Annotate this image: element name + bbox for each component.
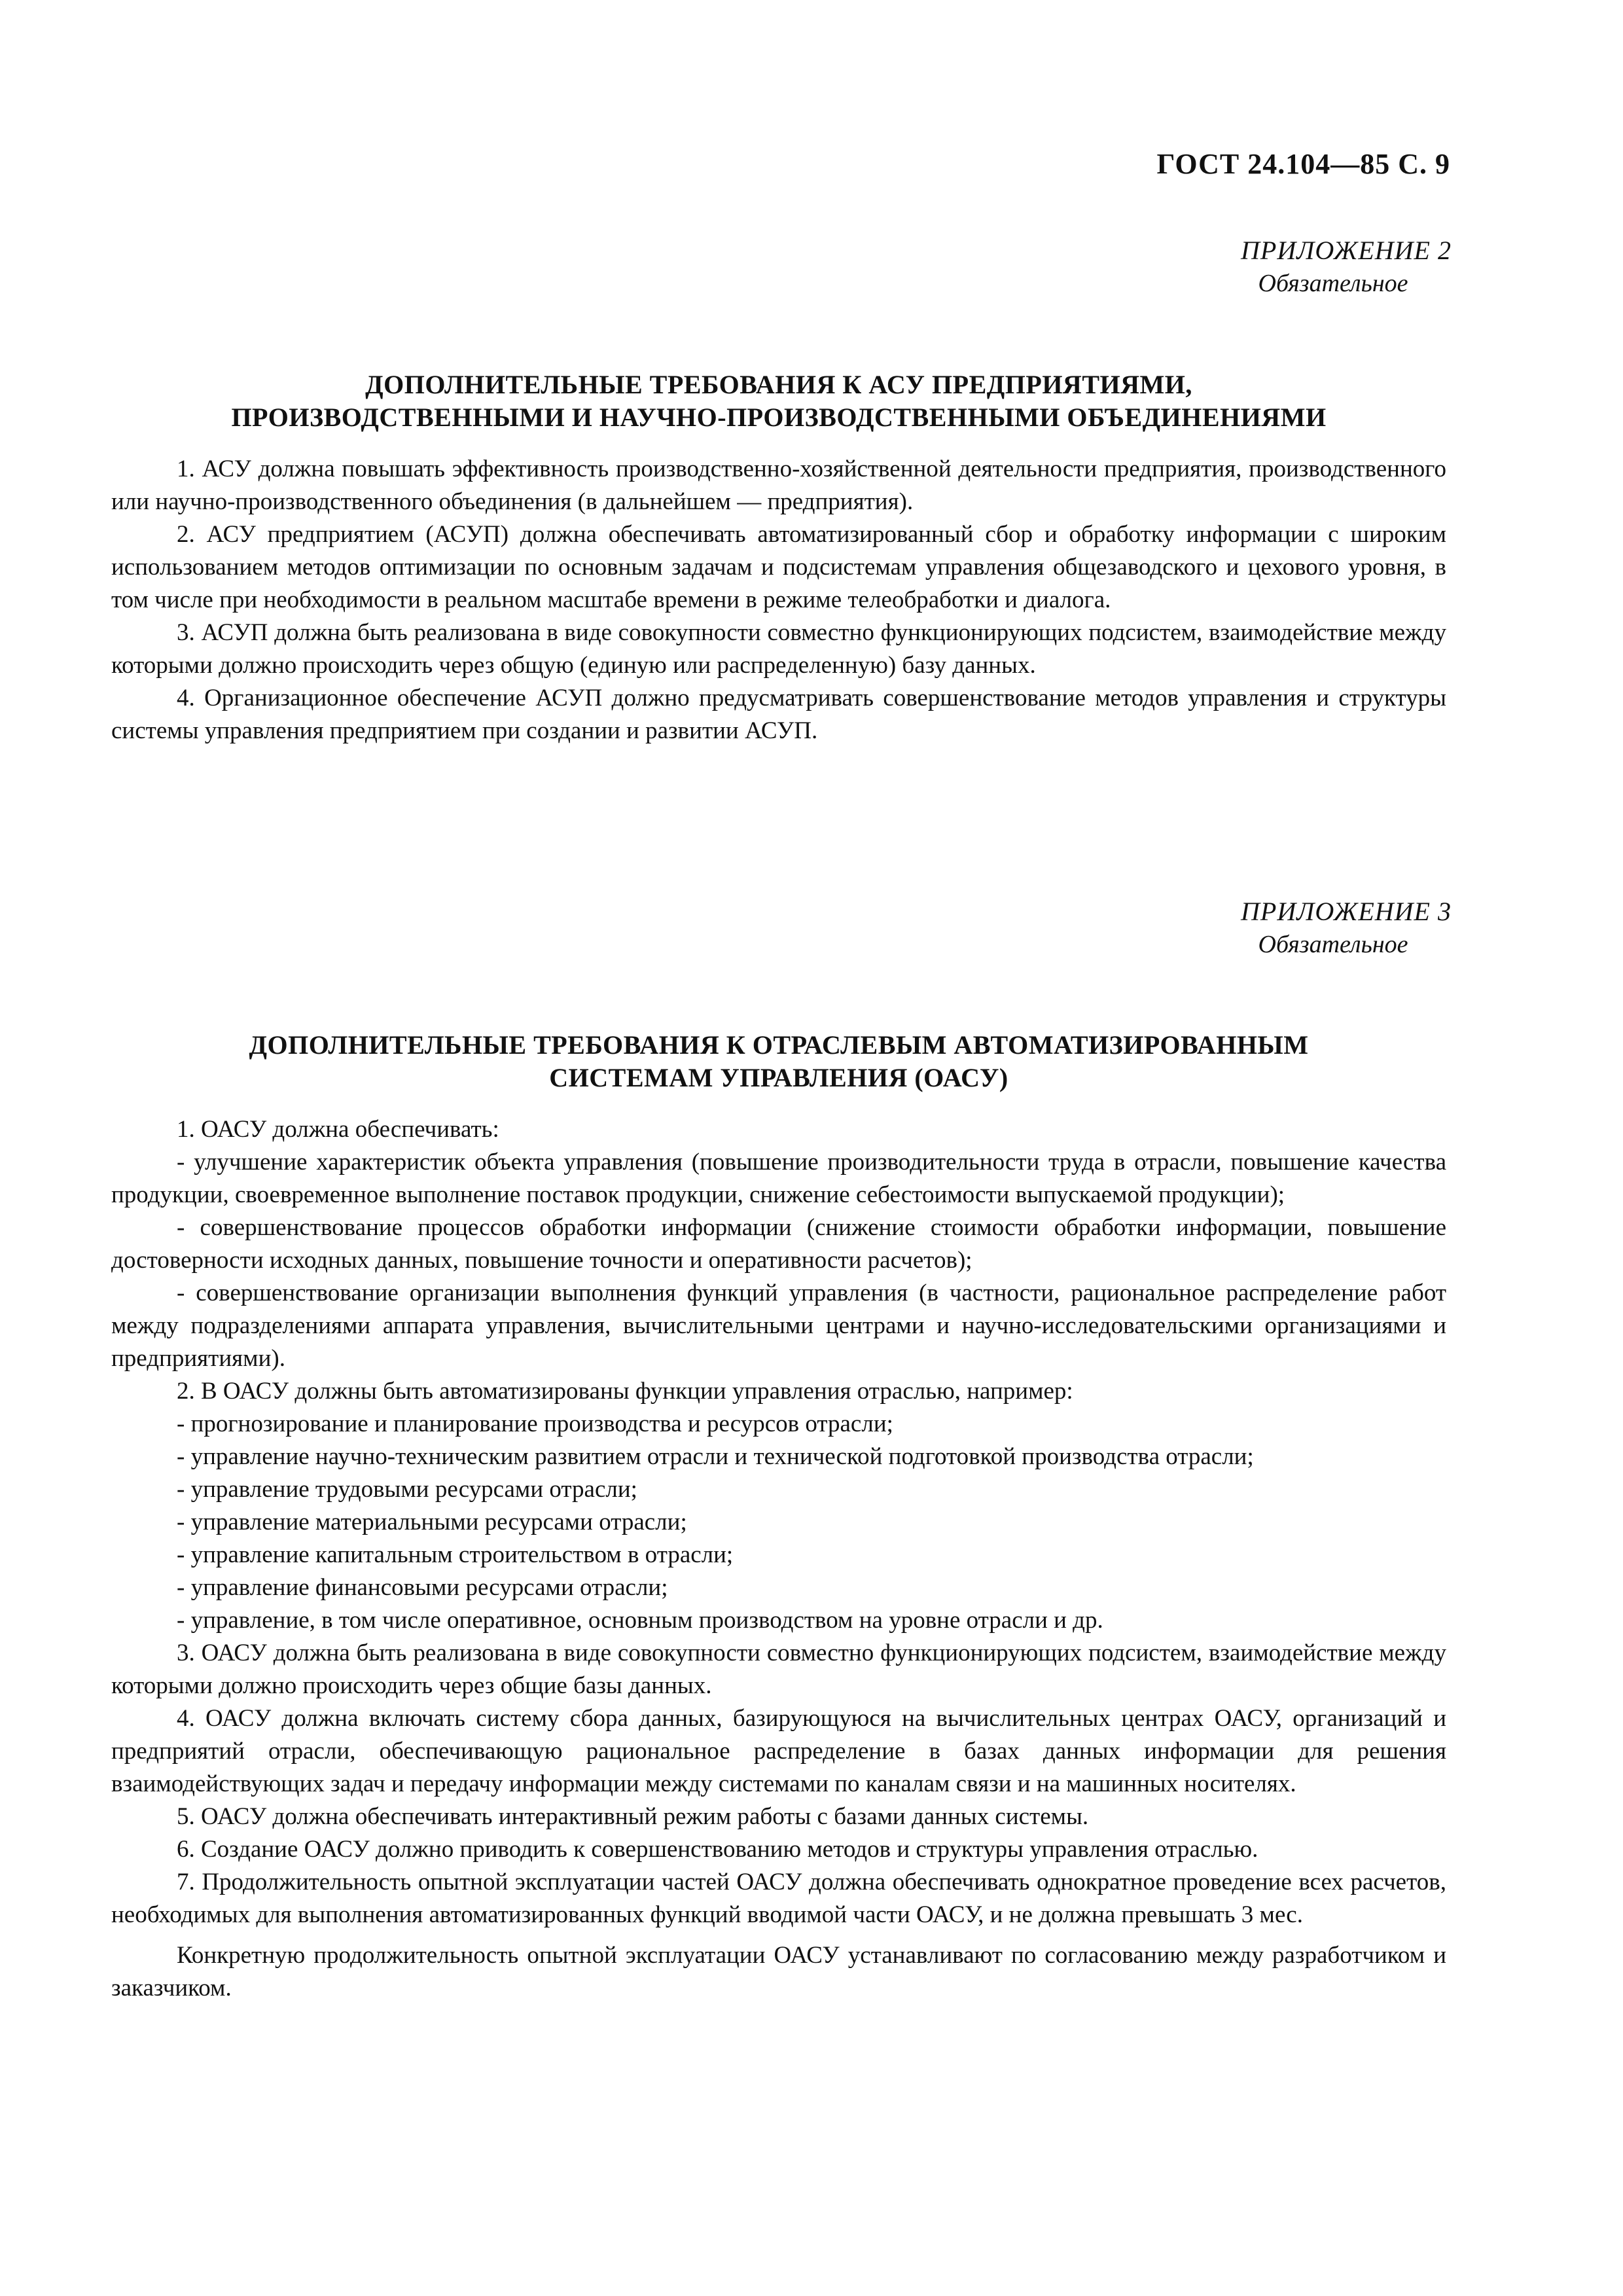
paragraph: 4. Организационное обеспечение АСУП должно предусматривать совершенствование методов управления и структуры системы управления предприятием при создании и развитии АСУП. <box>111 685 1446 744</box>
paragraph: 1. ОАСУ должна обеспечивать: <box>177 1116 499 1143</box>
appendix-3-label-block <box>1241 895 1452 961</box>
list-item: - совершенствование процессов обработки информации (снижение стоимости обработки информации, повышение достоверности исходных данных, повышение точности и оперативности расчетов); <box>111 1214 1446 1274</box>
appendix-2-label-block <box>1241 234 1452 300</box>
paragraph: 3. АСУП должна быть реализована в виде совокупности совместно функционирующих подсистем, взаимодействие между которыми должно происходить через общую (единую или распределенную) базу данных. <box>111 619 1446 679</box>
paragraph: 3. ОАСУ должна быть реализована в виде совокупности совместно функционирующих подсистем, взаимодействие между которыми должно происходить через общие базы данных. <box>111 1640 1446 1699</box>
paragraph: 7. Продолжительность опытной эксплуатации частей ОАСУ должна обеспечивать однократное проведение всех расчетов, необходимых для выполнения автоматизированных функций вводимой части ОАСУ, и не должна превышать 3 мес. <box>111 1869 1446 1928</box>
appendix-2-body <box>111 453 1446 747</box>
list-item: - улучшение характеристик объекта управления (повышение производительности труда в отрасли, повышение качества продукции, своевременное выполнение поставок продукции, снижение себестоимости выпускаемой продукции); <box>111 1149 1446 1208</box>
appendix-2-status: Обязательное <box>1258 270 1408 297</box>
list-item: - управление трудовыми ресурсами отрасли; <box>177 1476 637 1503</box>
appendix-3-label: ПРИЛОЖЕНИЕ 3 <box>1241 897 1452 926</box>
appendix-2-title-line-1: ДОПОЛНИТЕЛЬНЫЕ ТРЕБОВАНИЯ К АСУ ПРЕДПРИЯТИЯМИ, <box>365 370 1192 399</box>
list-item: - управление научно-техническим развитием отрасли и технической подготовкой производства отрасли; <box>177 1443 1254 1470</box>
paragraph: 4. ОАСУ должна включать систему сбора данных, базирующуюся на вычислительных центрах ОАСУ, организаций и предприятий отрасли, обеспечивающую рациональное распределение в базах данных информации для решения взаимодействующих задач и передачу информации между системами по каналам связи и на машинных носителях. <box>111 1705 1446 1797</box>
list-item: - управление финансовыми ресурсами отрасли; <box>177 1574 668 1601</box>
appendix-3-status: Обязательное <box>1258 931 1408 958</box>
list-item: - управление материальными ресурсами отрасли; <box>177 1509 687 1535</box>
list-item: - совершенствование организации выполнения функций управления (в частности, рациональное распределение работ между подразделениями аппарата управления, вычислительными центрами и научно-исследовательскими организациями и предприятиями). <box>111 1280 1446 1372</box>
paragraph: Конкретную продолжительность опытной эксплуатации ОАСУ устанавливают по согласованию между разработчиком и заказчиком. <box>111 1942 1446 2001</box>
appendix-3-body <box>111 1113 1446 2005</box>
paragraph: 2. АСУ предприятием (АСУП) должна обеспечивать автоматизированный сбор и обработку информации с широким использованием методов оптимизации по основным задачам и подсистемам управления общезаводского и цехового уровня, в том числе при необходимости в реальном масштабе времени в режиме телеобработки и диалога. <box>111 521 1446 613</box>
appendix-2-title-line-2: ПРОИЗВОДСТВЕННЫМИ И НАУЧНО-ПРОИЗВОДСТВЕННЫМИ ОБЪЕДИНЕНИЯМИ <box>231 403 1327 432</box>
appendix-3-title-line-1: ДОПОЛНИТЕЛЬНЫЕ ТРЕБОВАНИЯ К ОТРАСЛЕВЫМ АВТОМАТИЗИРОВАННЫМ <box>249 1030 1309 1060</box>
paragraph: 5. ОАСУ должна обеспечивать интерактивный режим работы с базами данных системы. <box>177 1803 1089 1830</box>
list-item: - управление, в том числе оперативное, основным производством на уровне отрасли и др. <box>177 1607 1103 1634</box>
appendix-2-title <box>111 368 1446 434</box>
list-item: - управление капитальным строительством в отрасли; <box>177 1541 734 1568</box>
list-item: - прогнозирование и планирование производства и ресурсов отрасли; <box>177 1410 893 1437</box>
appendix-2-label: ПРИЛОЖЕНИЕ 2 <box>1241 236 1452 265</box>
paragraph: 6. Создание ОАСУ должно приводить к совершенствованию методов и структуры управления отраслью. <box>177 1836 1258 1863</box>
page-header: ГОСТ 24.104—85 С. 9 <box>1156 148 1450 180</box>
appendix-3-title-line-2: СИСТЕМАМ УПРАВЛЕНИЯ (ОАСУ) <box>549 1063 1008 1092</box>
paragraph: 1. АСУ должна повышать эффективность производственно-хозяйственной деятельности предприятия, производственного или научно-производственного объединения (в дальнейшем — предприятия). <box>111 456 1446 515</box>
paragraph: 2. В ОАСУ должны быть автоматизированы функции управления отраслью, например: <box>177 1378 1073 1405</box>
appendix-3-title <box>111 1029 1446 1094</box>
